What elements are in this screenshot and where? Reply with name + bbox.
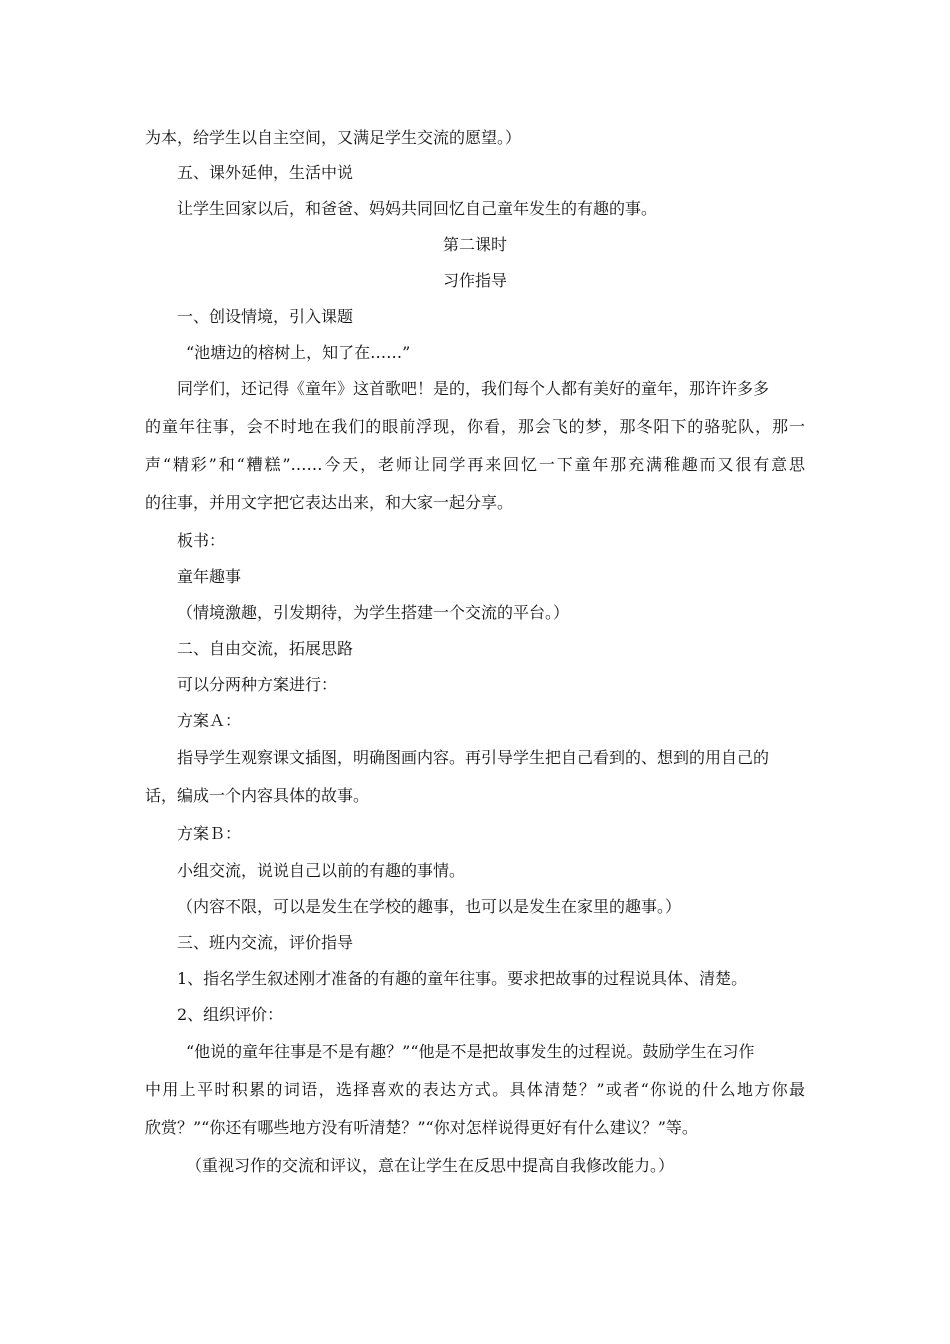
section-heading: 五、课外延伸，生活中说 <box>177 163 354 182</box>
section-heading: 一、创设情境，引入课题 <box>177 307 354 326</box>
plan-label: 方案Ａ： <box>177 711 242 730</box>
section-heading: 二、自由交流，拓展思路 <box>177 639 354 658</box>
plan-label: 方案Ｂ： <box>177 824 242 843</box>
quote-line: “他说的童年往事是不是有趣？”“他是不是把故事发生的过程说。鼓励学生在习作 <box>186 1042 755 1061</box>
paragraph-line: 1、指名学生叙述刚才准备的有趣的童年往事。要求把故事的过程说具体、清楚。 <box>177 969 748 988</box>
paragraph-line: 指导学生观察课文插图，明确图画内容。再引导学生把自己看到的、想到的用自己的 <box>177 748 770 767</box>
board-text: 童年趣事 <box>177 567 242 586</box>
note-line: （内容不限，可以是发生在学校的趣事，也可以是发生在家里的趣事。） <box>177 897 682 916</box>
note-line: （情境激趣，引发期待，为学生搭建一个交流的平台。） <box>177 603 570 622</box>
paragraph-line: 同学们，还记得《童年》这首歌吧！是的，我们每个人都有美好的童年，那许许多多 <box>177 379 770 398</box>
paragraph-line: 为本，给学生以自主空间，又满足学生交流的愿望。） <box>145 128 522 147</box>
paragraph-line: 的往事，并用文字把它表达出来，和大家一起分享。 <box>145 493 514 512</box>
quote-line: “池塘边的榕树上，知了在……” <box>186 343 411 362</box>
lesson-subtitle: 习作指导 <box>442 271 507 290</box>
paragraph-line: 话，编成一个内容具体的故事。 <box>145 786 370 805</box>
board-label: 板书： <box>177 531 226 550</box>
paragraph-line: 声“精彩”和“糟糕”……今天，老师让同学再来回忆一下童年那充满稚趣而又很有意思 <box>145 455 805 474</box>
paragraph-line: 2、组织评价： <box>177 1005 284 1024</box>
note-line: （重视习作的交流和评议，意在让学生在反思中提高自我修改能力。） <box>186 1156 675 1175</box>
section-heading: 三、班内交流，评价指导 <box>177 933 354 952</box>
paragraph-line: 的童年往事，会不时地在我们的眼前浮现，你看，那会飞的梦，那冬阳下的骆驼队，那一 <box>145 417 805 436</box>
lesson-title: 第二课时 <box>442 235 507 254</box>
paragraph-line: 让学生回家以后，和爸爸、妈妈共同回忆自己童年发生的有趣的事。 <box>177 199 658 218</box>
paragraph-line: 中用上平时积累的词语，选择喜欢的表达方式。具体清楚？”或者“你说的什么地方你最 <box>145 1080 805 1099</box>
paragraph-line: 可以分两种方案进行： <box>177 675 338 694</box>
paragraph-line: 欣赏？”“你还有哪些地方没有听清楚？”“你对怎样说得更好有什么建议？”等。 <box>145 1118 698 1137</box>
paragraph-line: 小组交流，说说自己以前的有趣的事情。 <box>177 861 466 880</box>
